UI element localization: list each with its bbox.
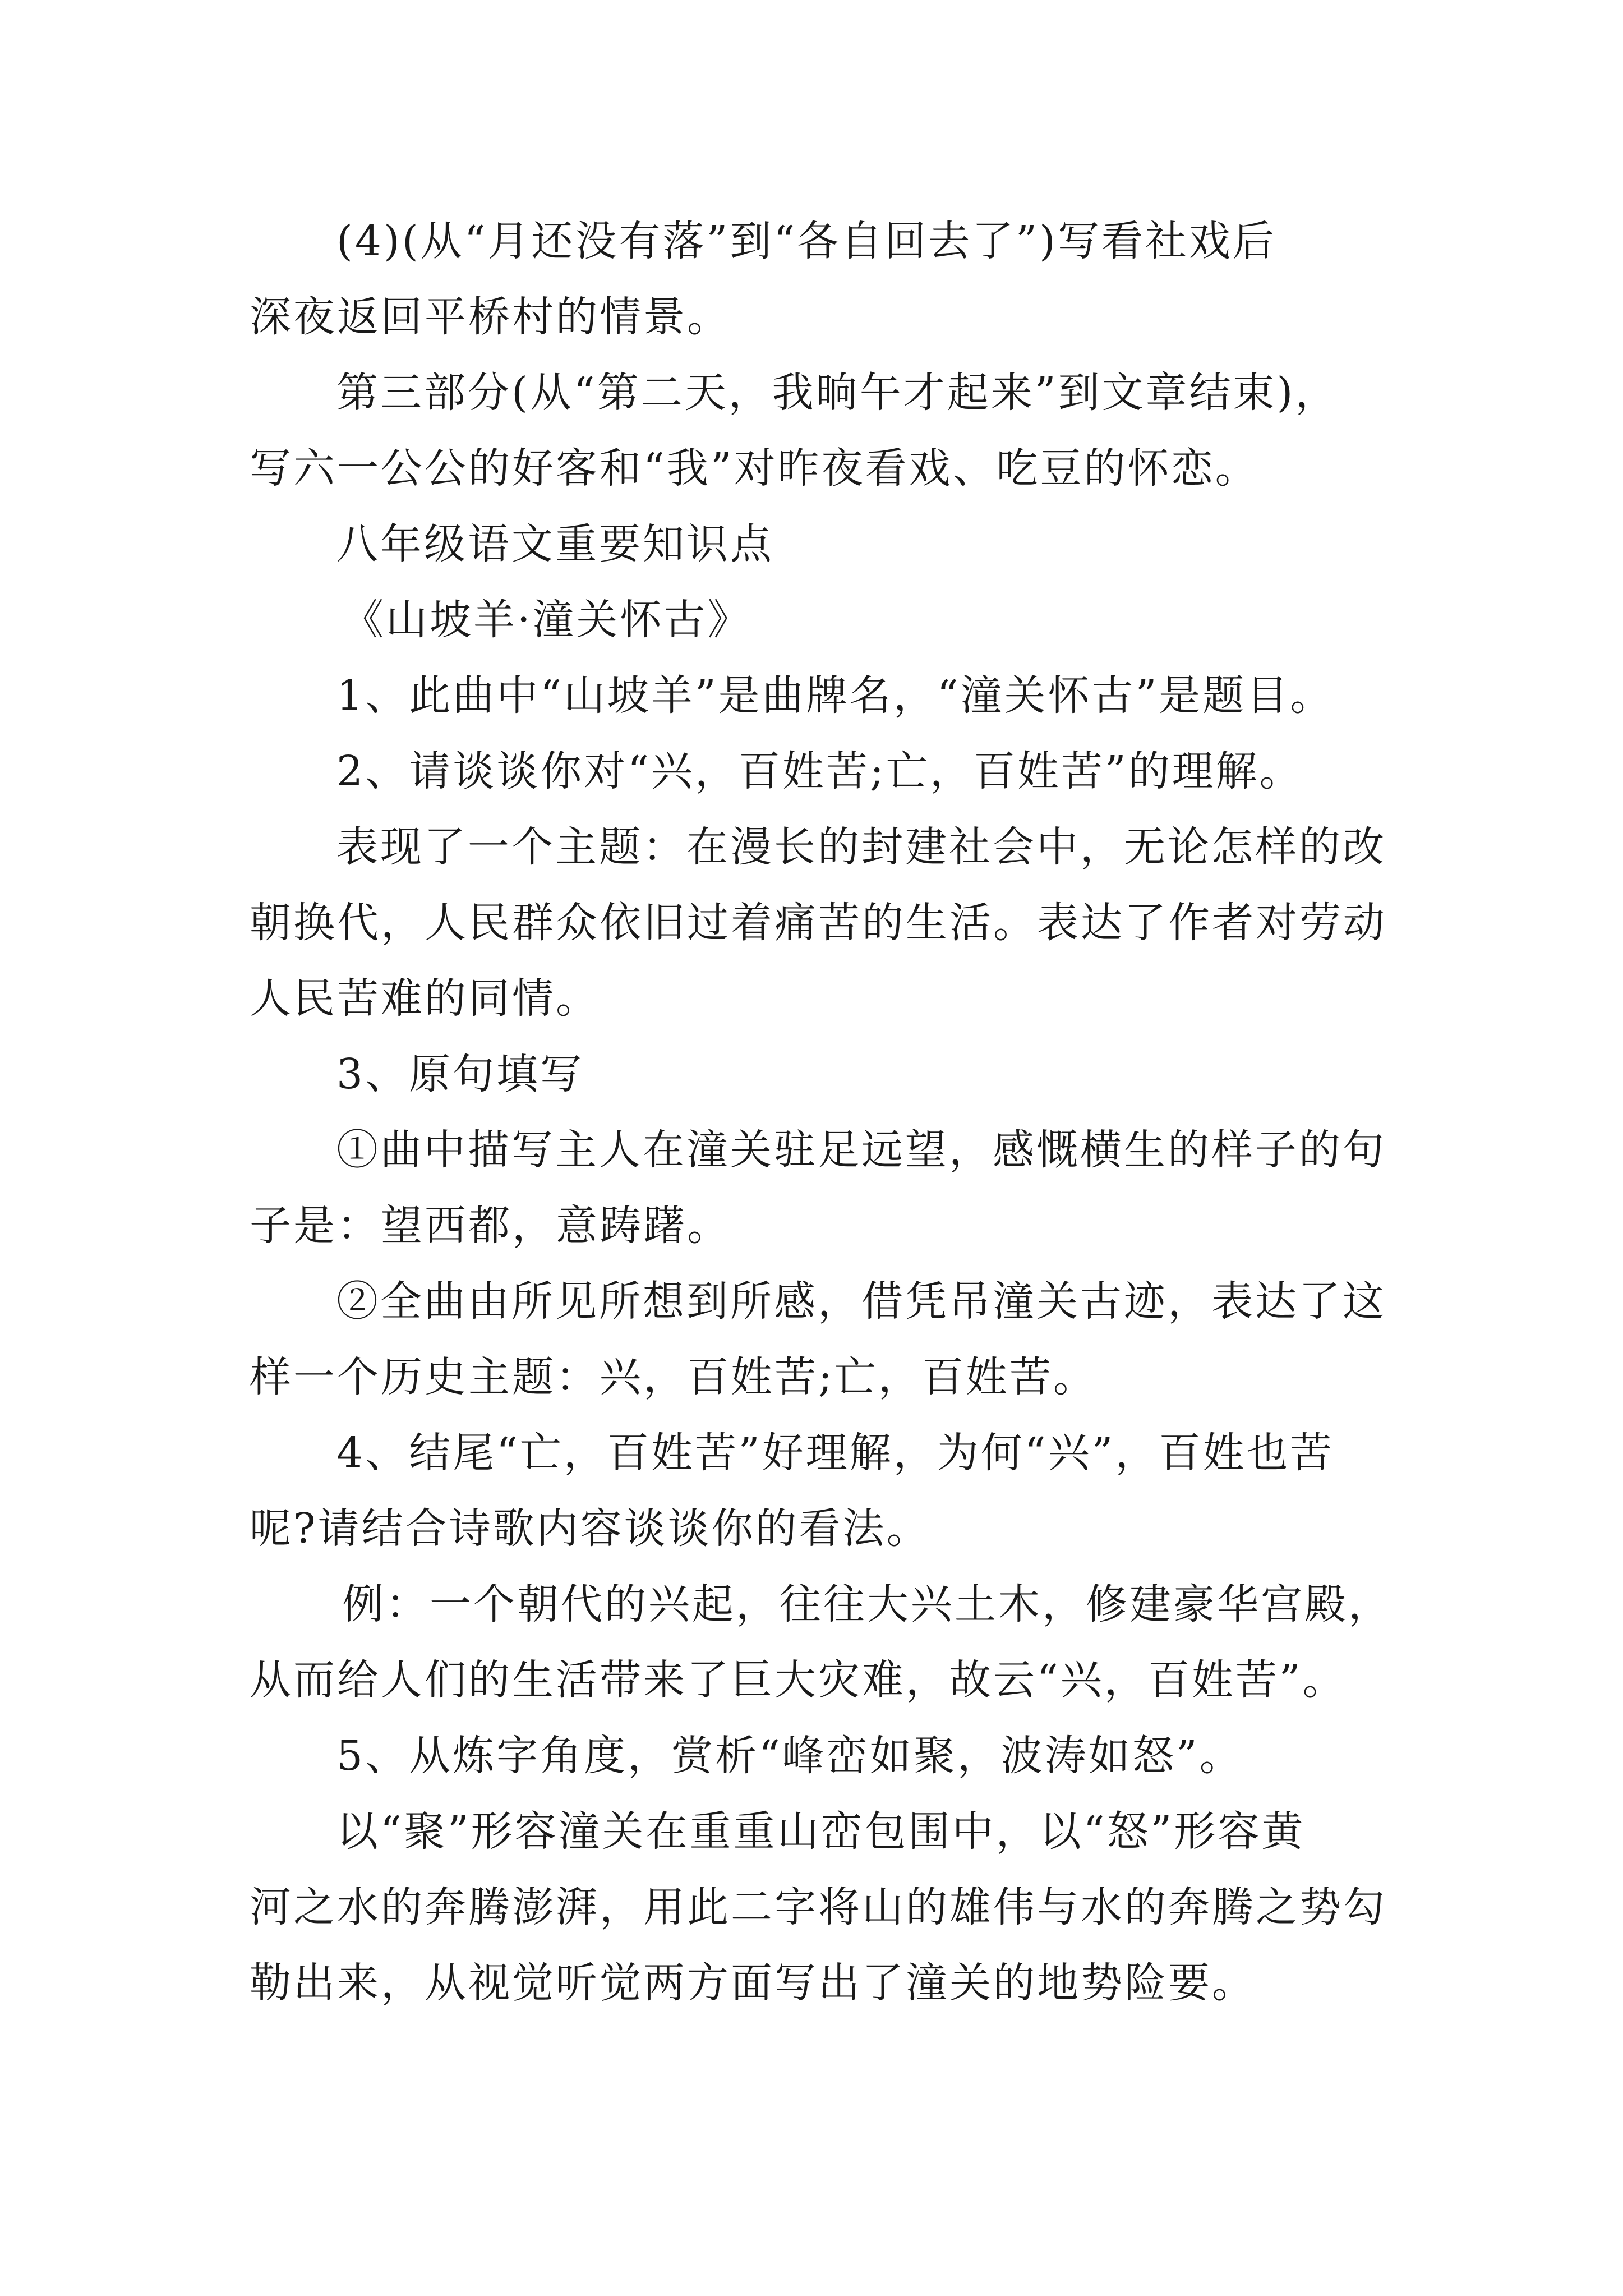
text-line: 第三部分(从“第二天，我晌午才起来”到文章结束)， [336, 369, 1339, 417]
question-3: 3、原句填写 [336, 1050, 584, 1098]
answer-text: 人民苦难的同情。 [250, 974, 600, 1023]
answer-text: ②全曲由所见所想到所感，借凭吊潼关古迹，表达了这 [336, 1277, 1386, 1326]
question-4: 呢?请结合诗歌内容谈谈你的看法。 [250, 1504, 930, 1553]
answer-text: ①曲中描写主人在潼关驻足远望，感慨横生的样子的句 [336, 1126, 1386, 1174]
answer-text: 以“聚”形容潼关在重重山峦包围中，以“怒”形容黄 [336, 1807, 1306, 1856]
text-line: 写六一公公的好客和“我”对昨夜看戏、吃豆的怀恋。 [250, 444, 1259, 493]
answer-text: 朝换代，人民群众依旧过着痛苦的生活。表达了作者对劳动 [250, 899, 1387, 947]
question-1: 1、此曲中“山坡羊”是曲牌名，“潼关怀古”是题目。 [336, 671, 1334, 720]
question-4: 4、结尾“亡，百姓苦”好理解，为何“兴”，百姓也苦 [336, 1429, 1334, 1477]
answer-text: 样一个历史主题：兴，百姓苦;亡，百姓苦。 [250, 1353, 1097, 1401]
poem-title: 《山坡羊·潼关怀古》 [342, 596, 751, 644]
answer-text: 从而给人们的生活带来了巨大灾难，故云“兴，百姓苦”。 [250, 1656, 1347, 1704]
answer-text: 勒出来，从视觉听觉两方面写出了潼关的地势险要。 [250, 1959, 1256, 2007]
section-heading: 八年级语文重要知识点 [336, 520, 774, 568]
question-2: 2、请谈谈你对“兴，百姓苦;亡，百姓苦”的理解。 [336, 747, 1303, 795]
answer-text: 表现了一个主题：在漫长的封建社会中，无论怎样的改 [336, 823, 1386, 871]
answer-text: 子是：望西都，意踌躇。 [250, 1202, 731, 1250]
question-5: 5、从炼字角度，赏析“峰峦如聚，波涛如怒”。 [336, 1732, 1243, 1780]
text-line: (4)(从“月还没有落”到“各自回去了”)写看社戏后 [336, 217, 1276, 265]
answer-text: 例：一个朝代的兴起，往往大兴土木，修建豪华宫殿， [342, 1580, 1392, 1628]
text-line: 深夜返回平桥村的情景。 [250, 293, 731, 341]
answer-text: 河之水的奔腾澎湃，用此二字将山的雄伟与水的奔腾之势勾 [250, 1883, 1387, 1931]
